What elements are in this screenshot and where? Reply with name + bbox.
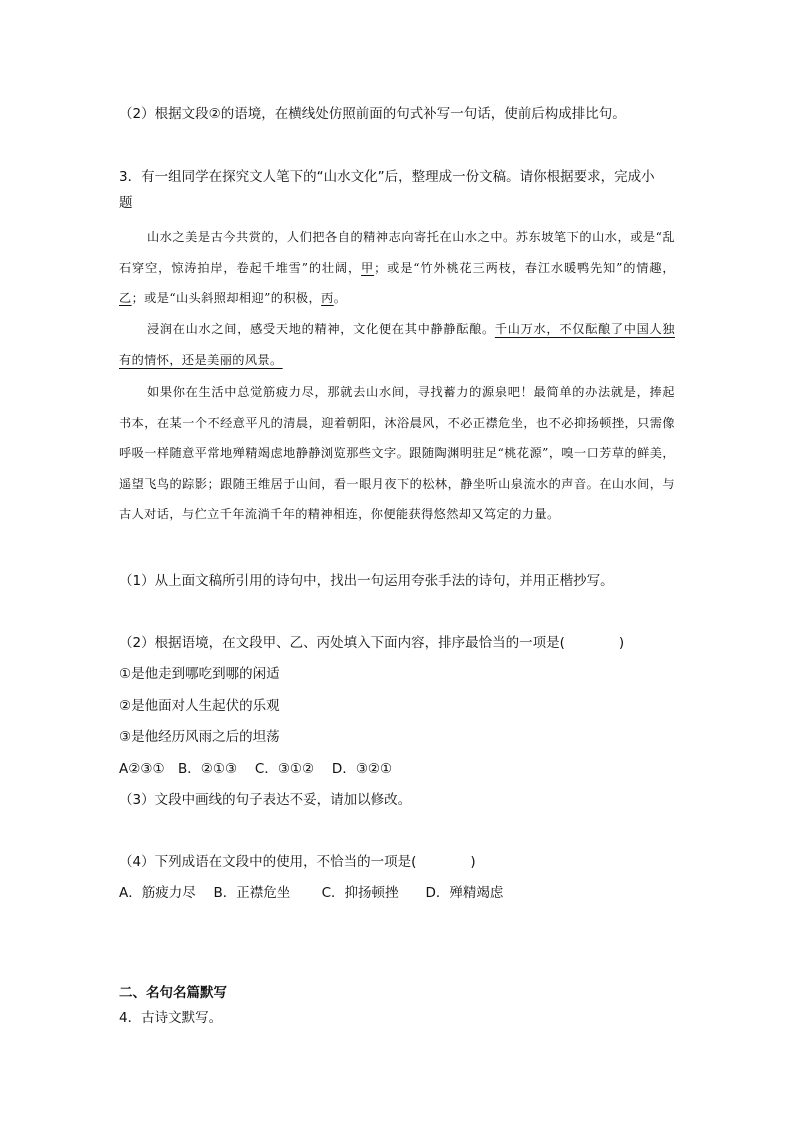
- question-3-title: 3．有一组同学在探究文人笔下的“山水文化”后，整理成一份文稿。请你根据要求，完成小: [119, 169, 655, 185]
- question-4: 4．古诗文默写。: [119, 1010, 223, 1026]
- section-heading: 二、名句名篇默写: [119, 985, 227, 1001]
- p1-text-4: 。: [333, 291, 347, 305]
- question-2-sub2: （2）根据文段②的语境，在横线处仿照前面的句式补写一句话，使前后构成排比句。: [119, 106, 626, 122]
- sub-question-3: （3）文段中画线的句子表达不妥，请加以修改。: [119, 792, 412, 808]
- blank-jia: 甲: [361, 260, 375, 275]
- p2-text: 浸润在山水之间，感受天地的精神，文化便在其中静静酝酿。: [147, 322, 495, 336]
- option-2: ②是他面对人生起伏的乐观: [119, 698, 280, 714]
- blank-bing: 丙: [321, 291, 334, 305]
- choices-sub-4: A．筋疲力尽 B．正襟危坐 C．抑扬顿挫 D．殚精竭虑: [119, 885, 504, 901]
- underlined-sentence: 千山万水，不仅酝酿了中国人独有的情怀，还是美丽的风景。: [119, 322, 675, 367]
- sub-question-1: （1）从上面文稿所引用的诗句中，找出一句运用夸张手法的诗句，并用正楷抄写。: [119, 573, 614, 589]
- sub-question-2: （2）根据语境，在文段甲、乙、丙处填入下面内容，排序最恰当的一项是( ): [119, 635, 625, 651]
- choices-sub-2: A②③① B．②①③ C．③①② D．③②①: [119, 761, 393, 777]
- option-1: ①是他走到哪吃到哪的闲适: [119, 666, 280, 682]
- p1-text-1: 山水之美是古今共赏的，人们把各自的精神志向寄托在山水之中。苏东坡笔下的山水，或是“乱石穿空，惊涛拍岸，卷起千堆雪”的壮阔，: [119, 230, 675, 275]
- question-3-title-cont: 题: [119, 195, 133, 211]
- blank-yi: 乙: [119, 291, 132, 305]
- sub-question-4: （4）下列成语在文段中的使用，不恰当的一项是( ): [119, 854, 476, 870]
- passage-paragraph-1: [119, 222, 675, 314]
- option-3: ③是他经历风雨之后的坦荡: [119, 729, 280, 745]
- passage-paragraph-2: [119, 314, 675, 375]
- p1-text-2: ；或是“竹外桃花三两枝，春江水暖鸭先知”的情趣，: [374, 260, 675, 275]
- passage-paragraph-3: 如果你在生活中总觉筋疲力尽，那就去山水间，寻找蓄力的源泉吧！最简单的办法就是，捧起书本，在某一个不经意平凡的清晨，迎着朝阳，沐浴晨风，不必正襟危坐，也不必抑扬顿挫，只需像呼吸一样随意平常地殚精竭虑地静静浏览那些文字。跟随陶渊明驻足“桃花源”，嗅一口芳草的鲜美，遥望飞鸟的踪影；跟随王维居于山间，看一眼月夜下的松林，静坐听山泉流水的声音。在山水间，与古人对话，与伫立千年流淌千年的精神相连，你便能获得悠然却又笃定的力量。: [119, 385, 675, 521]
- p1-text-3: ；或是“山头斜照却相迎”的积极，: [131, 291, 322, 305]
